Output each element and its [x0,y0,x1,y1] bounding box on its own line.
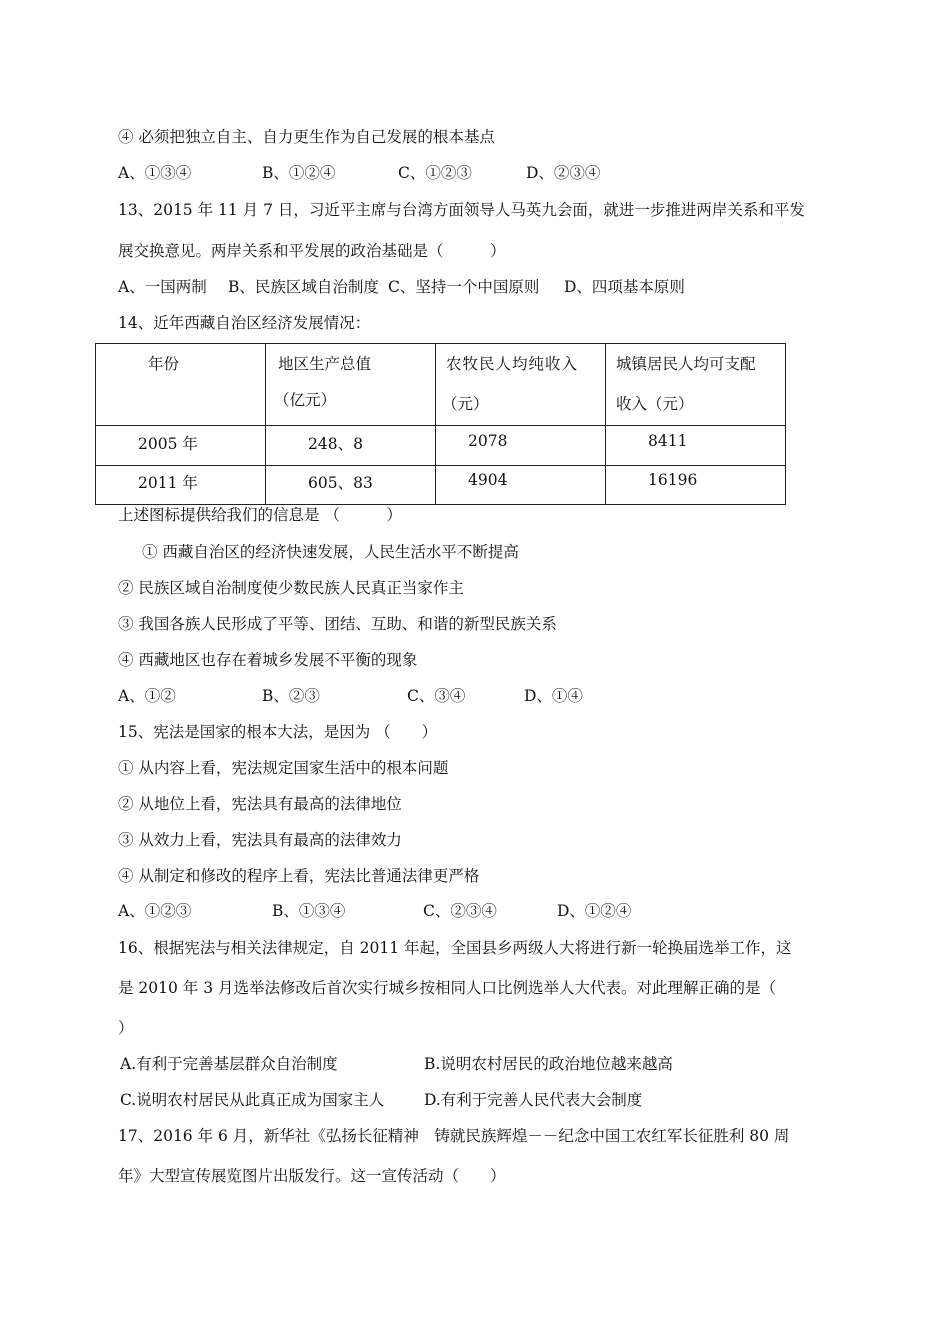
q16-stem-line-3: ） [118,1019,134,1037]
table-row [96,426,786,466]
header-gdp-unit: （亿元） [274,391,337,409]
header-rural-income-unit: （元） [442,395,489,413]
q16-option-c: C.说明农村居民从此真正成为国家主人 [120,1091,385,1109]
table-header-cell [96,344,266,426]
q15-option-d: D、①②④ [557,902,632,920]
table-cell [266,466,436,505]
q13-option-d: D、四项基本原则 [564,278,685,296]
economy-table [95,343,786,505]
q12-item-4: ④ 必须把独立自主、自力更生作为自己发展的根本基点 [118,128,495,146]
table-header-cell [606,344,786,426]
table-header-cell [266,344,436,426]
q16-option-d: D.有利于完善人民代表大会制度 [424,1091,643,1109]
q15-option-a: A、①②③ [118,902,192,920]
q12-option-d: D、②③④ [526,164,601,182]
q16-option-a: A.有利于完善基层群众自治制度 [120,1055,338,1073]
q13-stem-line-2: 展交换意见。两岸关系和平发展的政治基础是（ ） [118,242,506,260]
q15-option-b: B、①③④ [272,902,346,920]
q13-option-a: A、一国两制 [118,278,207,296]
q15-stem: 15、宪法是国家的根本大法，是因为 （ ） [118,723,438,741]
table-cell [606,466,786,505]
header-year: 年份 [148,355,180,373]
q15-item-3: ③ 从效力上看，宪法具有最高的法律效力 [118,831,402,849]
table-header-row [96,344,786,426]
q14-item-4: ④ 西藏地区也存在着城乡发展不平衡的现象 [118,651,418,669]
q16-option-b: B.说明农村居民的政治地位越来越高 [424,1055,673,1073]
q14-intro: 14、近年西藏自治区经济发展情况： [118,314,371,332]
q12-option-c: C、①②③ [398,164,472,182]
q15-item-2: ② 从地位上看，宪法具有最高的法律地位 [118,795,402,813]
cell-rural-income: 4904 [468,471,508,489]
table-cell [606,426,786,466]
cell-rural-income: 2078 [468,432,508,450]
q17-stem-line-2: 年》大型宣传展览图片出版发行。这一宣传活动（ ） [118,1167,506,1185]
q16-stem-line-1: 16、根据宪法与相关法律规定，自 2011 年起，全国县乡两级人大将进行新一轮换届选举工作，这 [118,939,792,957]
q15-option-c: C、②③④ [423,902,497,920]
header-rural-income: 农牧民人均纯收入 [446,355,579,373]
q13-stem-line-1: 13、2015 年 11 月 7 日，习近平主席与台湾方面领导人马英九会面，就进一步推进两岸关系和平发 [118,201,805,219]
header-urban-income-unit: 收入（元） [616,395,694,413]
q14-option-a: A、①② [118,687,176,705]
q16-stem-line-2: 是 2010 年 3 月选举法修改后首次实行城乡按相同人口比例选举人大代表。对此理解正确的是（ [118,979,777,997]
q14-item-1: ① 西藏自治区的经济快速发展，人民生活水平不断提高 [142,543,519,561]
q14-item-3: ③ 我国各族人民形成了平等、团结、互助、和谐的新型民族关系 [118,615,557,633]
q15-item-1: ① 从内容上看，宪法规定国家生活中的根本问题 [118,759,449,777]
q14-option-b: B、②③ [262,687,320,705]
header-gdp: 地区生产总值 [278,355,372,373]
q12-option-a: A、①③④ [118,164,192,182]
table-header-cell [436,344,606,426]
cell-year: 2005 年 [138,435,198,453]
table-row [96,466,786,505]
cell-gdp: 248、8 [308,435,363,453]
cell-urban-income: 8411 [648,432,688,450]
table-cell [96,426,266,466]
q14-question: 上述图标提供给我们的信息是 （ ） [118,506,402,524]
table-cell [266,426,436,466]
cell-gdp: 605、83 [308,474,373,492]
q14-item-2: ② 民族区域自治制度使少数民族人民真正当家作主 [118,579,464,597]
cell-urban-income: 16196 [648,471,698,489]
q14-option-c: C、③④ [407,687,466,705]
q13-option-c: C、坚持一个中国原则 [388,278,540,296]
q17-stem-line-1: 17、2016 年 6 月，新华社《弘扬长征精神 铸就民族辉煌－－纪念中国工农红军长征胜利 80 周 [118,1127,790,1145]
q14-option-d: D、①④ [524,687,583,705]
q15-item-4: ④ 从制定和修改的程序上看，宪法比普通法律更严格 [118,867,480,885]
table-cell [96,466,266,505]
cell-year: 2011 年 [138,474,198,492]
q13-option-b: B、民族区域自治制度 [228,278,379,296]
table-cell [436,466,606,505]
q12-option-b: B、①②④ [262,164,336,182]
header-urban-income: 城镇居民人均可支配 [616,355,756,373]
table-cell [436,426,606,466]
